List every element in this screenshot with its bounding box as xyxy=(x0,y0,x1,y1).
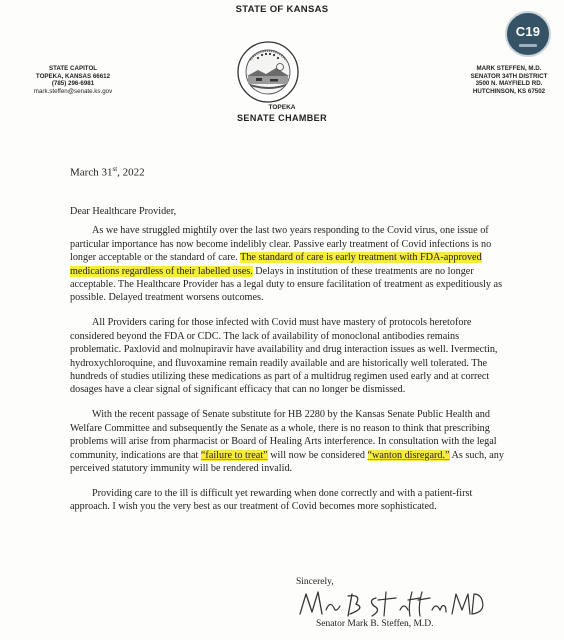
closing: Sincerely, xyxy=(296,577,334,587)
seal-city: TOPEKA xyxy=(268,104,296,111)
c19-badge xyxy=(505,11,551,57)
paragraph-1 xyxy=(70,224,510,304)
email-address: mark.steffen@senate.ks.gov xyxy=(33,87,113,95)
paragraph-2: All Providers caring for those infected with Covid must have mastery of protocols heretofore considered beyond the FDA or CDC. The lack of availability of monoclonal antibodies remains problematic. Paxlovid and molnupiravir have availability and drug interaction issues as well. Ivermectin, hydroxychloroquine, and fluvoxamine remain readily available and are historically well tolerated. The hundreds of studies utilizing these medications as part of a multidrug regimen used early and at correct dosages have a clear signal of significant efficacy that can no longer be dismissed. xyxy=(70,317,498,396)
paragraph-text: As we have struggled mightily over the last two years responding to the Covid virus, one issue of particular importance has now become indelibly clear. Passive early treatment of Covid infections is no longer acceptable or the standard of care. xyxy=(70,225,492,264)
handwritten-signature xyxy=(296,586,486,622)
date-year: , 2022 xyxy=(117,166,145,179)
paragraph-3 xyxy=(70,408,510,475)
address-line: SENATOR 34TH DISTRICT xyxy=(470,72,548,80)
kansas-seal-icon xyxy=(236,40,300,104)
paragraph-text: will now be considered xyxy=(267,449,368,461)
address-line: (785) 296-6981 xyxy=(51,80,95,88)
paragraph-text: As such, any perceived statutory immunity will be rendered invalid. xyxy=(70,449,504,474)
senate-chamber-title: SENATE CHAMBER xyxy=(237,113,327,123)
address-line: MARK STEFFEN, M.D. xyxy=(476,65,542,72)
badge-bar xyxy=(519,44,537,47)
date-day: March 31 xyxy=(70,166,113,179)
address-line: HUTCHINSON, KS 67502 xyxy=(472,87,546,95)
paragraph-text: Delays in institution of these treatments are no longer acceptable. The Healthcare Provider has a legal duty to ensure facilitation of treatment as expeditiously as possible. Delayed treatment worsens outcomes. xyxy=(70,265,503,304)
capitol-address xyxy=(8,65,138,95)
badge-label: C19 xyxy=(515,24,541,39)
paragraph-text: With the recent passage of Senate substitute for HB 2280 by the Kansas Senate Public Health and Welfare Committee and subsequently the Senate as a whole, there is no reason to think that prescribing problems will arise from pharmacist or Board of Healing Arts interference. In consultation with the legal community, indications are that xyxy=(70,409,497,461)
letter-body xyxy=(70,205,510,525)
address-line: STATE CAPITOL xyxy=(48,65,98,72)
highlighted-text: The standard of care is early treatment with FDA-approved medications regardless of their labelled uses. xyxy=(70,252,482,277)
district-address xyxy=(456,65,562,95)
highlighted-text: “wanton disregard.” xyxy=(367,449,450,461)
address-line: TOPEKA, KANSAS 66612 xyxy=(35,72,111,80)
date-suffix: st xyxy=(112,165,118,173)
state-title: STATE OF KANSAS xyxy=(235,4,329,15)
salutation: Dear Healthcare Provider, xyxy=(70,206,177,217)
address-line: 3500 N. MAYFIELD RD. xyxy=(475,80,543,88)
paragraph-4: Providing care to the ill is difficult yet rewarding when done correctly and with a patient-first approach. I wish you the very best as our treatment of Covid becomes more sophisticated. xyxy=(70,487,473,513)
signatory-name: Senator Mark B. Steffen, M.D. xyxy=(316,619,434,629)
letter-date xyxy=(70,165,145,179)
highlighted-text: “failure to treat” xyxy=(200,449,268,461)
